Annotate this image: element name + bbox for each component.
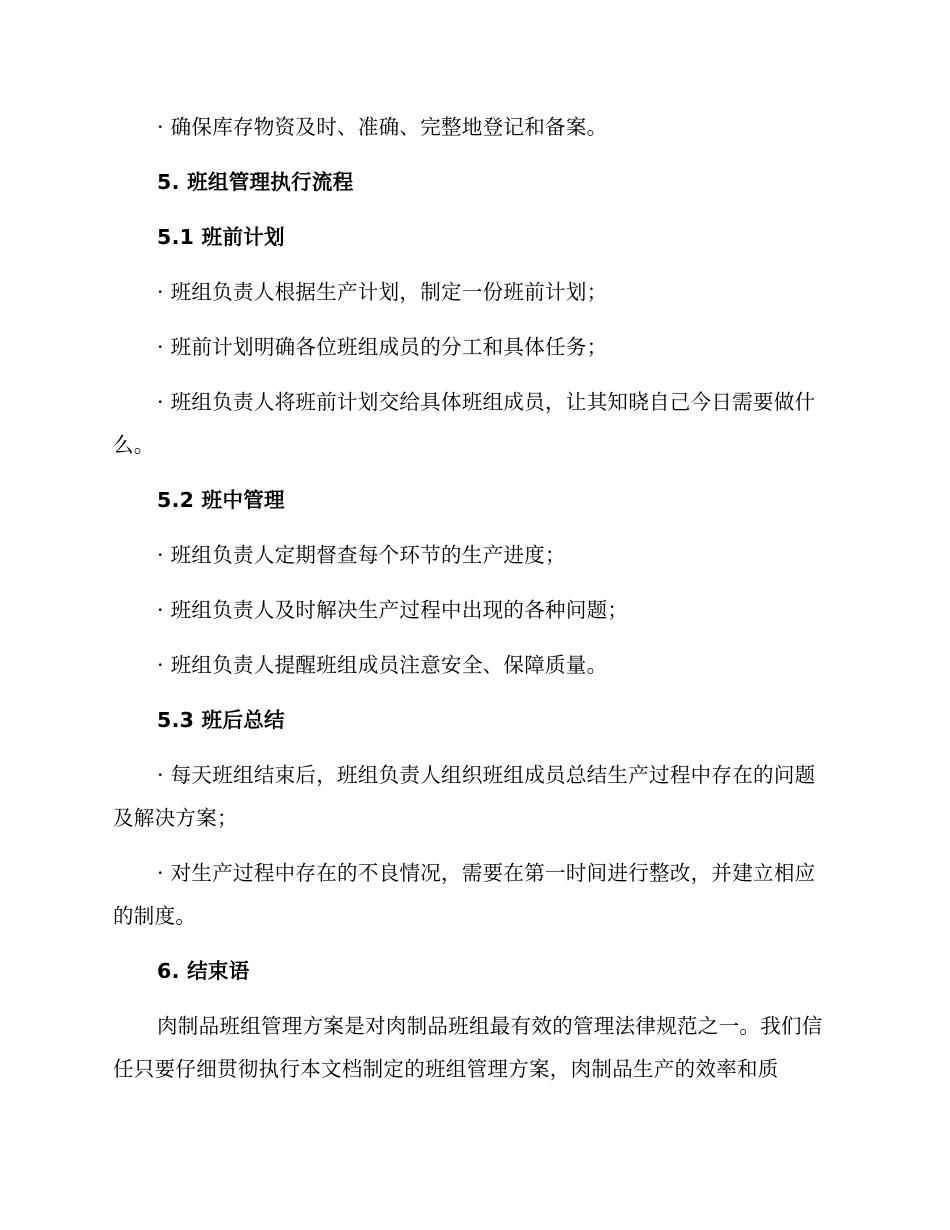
section-heading-5: 5. 班组管理执行流程 — [157, 170, 354, 194]
bullet-daily-summary: · 每天班组结束后，班组负责人组织班组成员总结生产过程中存在的问题及解决方案； — [113, 763, 816, 830]
section-heading-5-3: 5.3 班后总结 — [157, 708, 285, 732]
section-heading-5-2: 5.2 班中管理 — [157, 488, 285, 512]
bullet-problem-solving: · 班组负责人及时解决生产过程中出现的各种问题； — [157, 598, 629, 622]
bullet-safety-reminder: · 班组负责人提醒班组成员注意安全、保障质量。 — [157, 653, 608, 677]
bullet-pre-shift-plan: · 班组负责人根据生产计划，制定一份班前计划； — [157, 280, 608, 304]
closing-paragraph: 肉制品班组管理方案是对肉制品班组最有效的管理法律规范之一。我们信任只要仔细贯彻执行本文档制定的班组管理方案，肉制品生产的效率和质 — [113, 1014, 823, 1081]
section-heading-6: 6. 结束语 — [157, 959, 250, 983]
bullet-rectification: · 对生产过程中存在的不良情况，需要在第一时间进行整改，并建立相应的制度。 — [113, 861, 816, 928]
bullet-task-assignment: · 班前计划明确各位班组成员的分工和具体任务； — [157, 335, 608, 359]
document-body — [113, 106, 825, 1103]
bullet-plan-handover: · 班组负责人将班前计划交给具体班组成员，让其知晓自己今日需要做什么。 — [113, 390, 816, 457]
bullet-progress-check: · 班组负责人定期督查每个环节的生产进度； — [157, 543, 566, 567]
section-heading-5-1: 5.1 班前计划 — [157, 225, 285, 249]
bullet-inventory-records: · 确保库存物资及时、准确、完整地登记和备案。 — [157, 115, 608, 139]
